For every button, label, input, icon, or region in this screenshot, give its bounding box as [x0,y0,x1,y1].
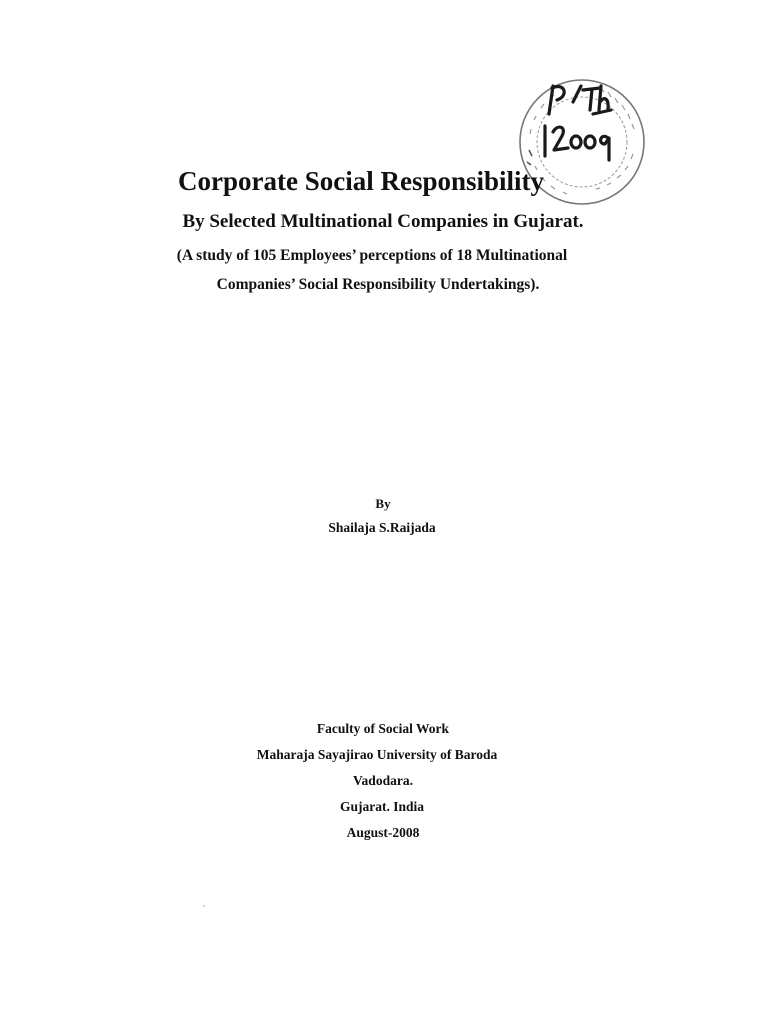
faculty-name: Faculty of Social Work [316,721,450,736]
study-description-line-1: (A study of 105 Employees’ perceptions of 18 Multinational [176,247,568,264]
document-title: Corporate Social Responsibility [178,166,545,196]
city-name: Vadodara. [353,773,413,788]
scan-speck [203,905,205,907]
author-name: Shailaja S.Raijada [328,520,436,535]
submission-date: August-2008 [346,825,420,840]
university-name: Maharaja Sayajirao University of Baroda [256,747,498,762]
state-country: Gujarat. India [339,799,424,814]
study-description-line-2: Companies’ Social Responsibility Undertakings). [216,276,540,293]
by-label: By [375,496,391,511]
document-subtitle: By Selected Multinational Companies in Gujarat. [182,211,584,232]
